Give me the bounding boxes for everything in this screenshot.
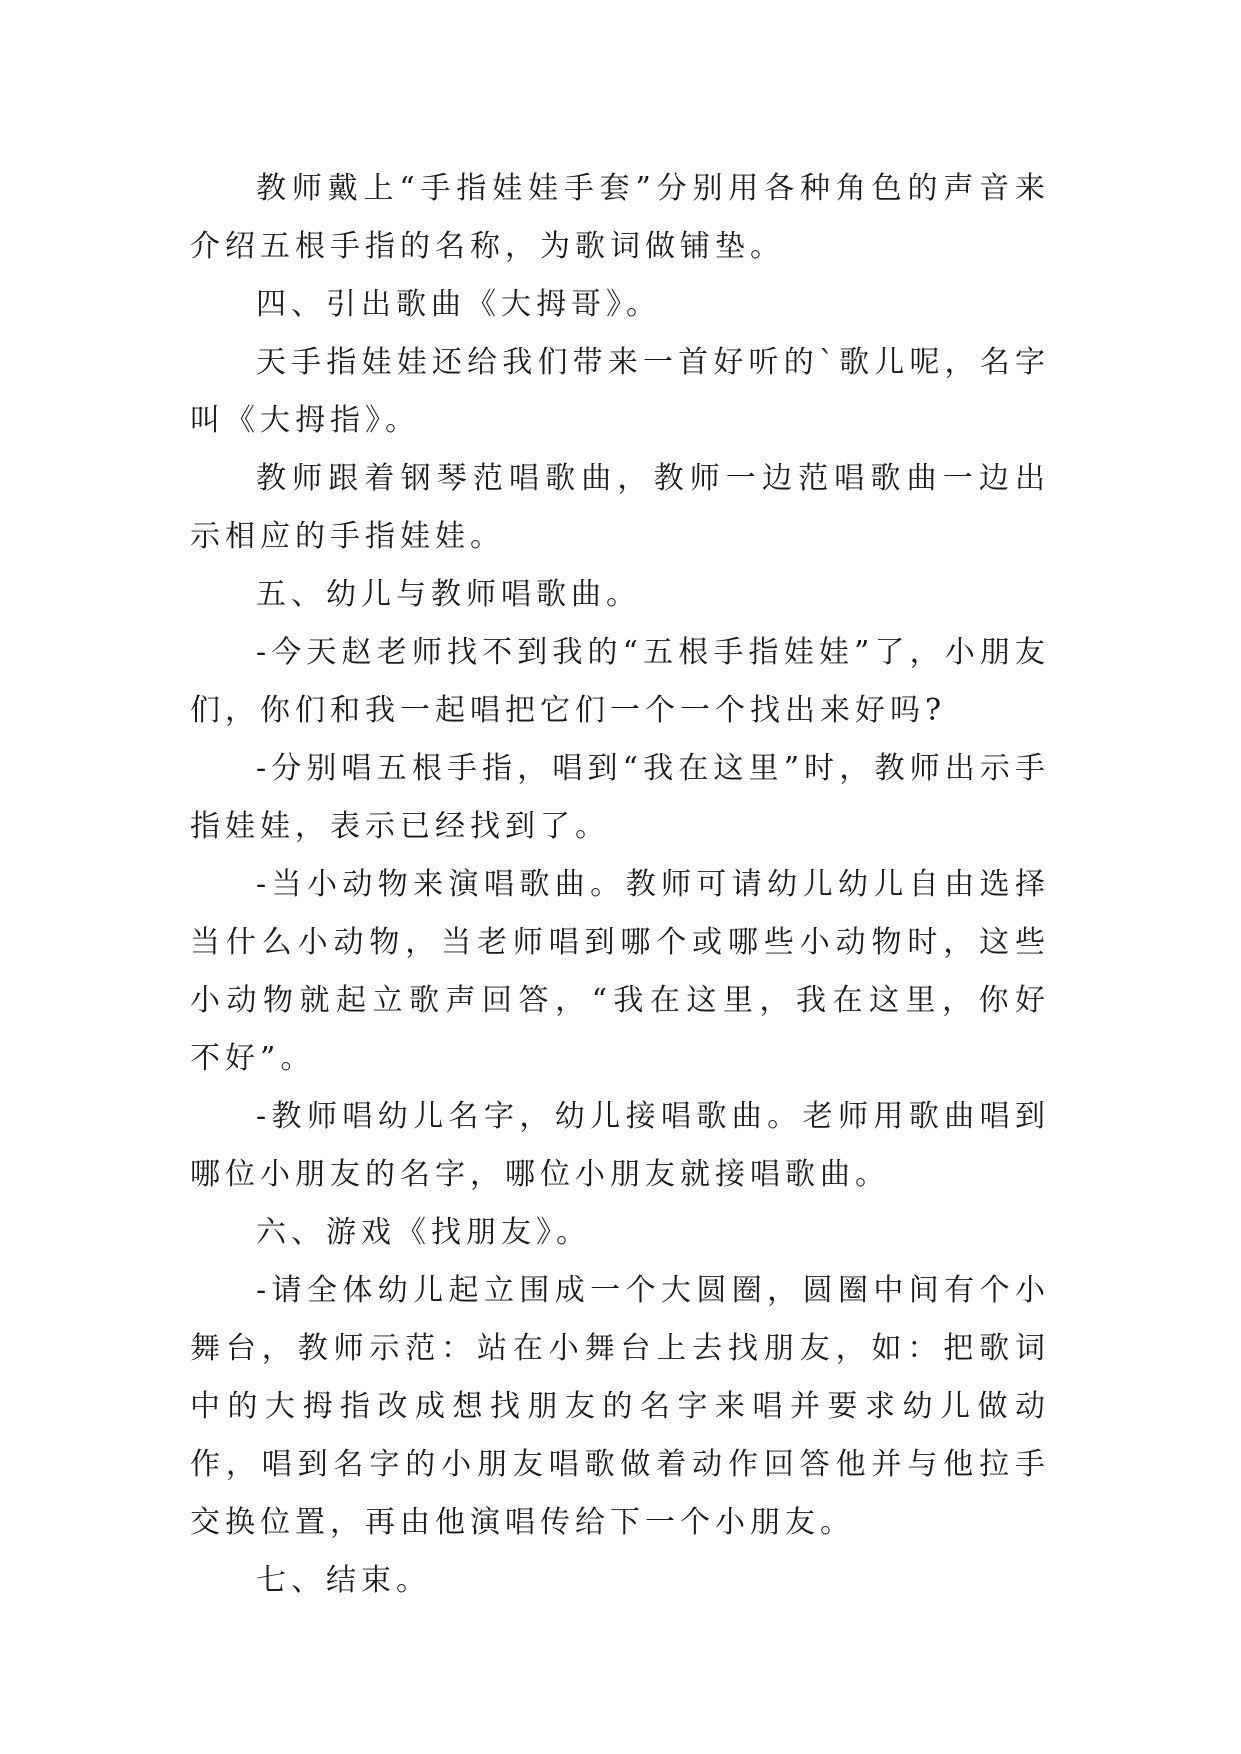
section-heading-5: 五、幼儿与教师唱歌曲。 (256, 577, 641, 612)
paragraph-find-friends-game: -请全体幼儿起立围成一个大圆圈，圆圈中间有个小舞台，教师示范：站在小舞台上去找朋友，如：把歌词中的大拇指改成想找朋友的名字来唱并要求幼儿做动作，唱到名字的小朋友唱歌做着动作回答他并与他拉手交换位置，再由他演唱传给下一个小朋友。 (190, 1273, 1050, 1540)
section-heading-6: 六、游戏《找朋友》。 (256, 1215, 591, 1250)
document-body (190, 160, 1050, 1610)
paragraph-sing-five-fingers: -分别唱五根手指，唱到“我在这里”时，教师出示手指娃娃，表示已经找到了。 (190, 751, 1050, 844)
paragraph-piano-demo: 教师跟着钢琴范唱歌曲，教师一边范唱歌曲一边出示相应的手指娃娃。 (190, 461, 1050, 554)
section-heading-4: 四、引出歌曲《大拇哥》。 (256, 287, 661, 322)
paragraph-find-fingers: -今天赵老师找不到我的“五根手指娃娃”了，小朋友们，你们和我一起唱把它们一个一个找出来好吗? (190, 635, 1050, 728)
paragraph-song-intro: 天手指娃娃还给我们带来一首好听的`歌儿呢，名字叫《大拇指》。 (190, 345, 1050, 438)
section-heading-7: 七、结束。 (256, 1563, 431, 1598)
paragraph-finger-puppet-intro: 教师戴上“手指娃娃手套”分别用各种角色的声音来介绍五根手指的名称，为歌词做铺垫。 (190, 171, 1050, 264)
paragraph-name-singing: -教师唱幼儿名字，幼儿接唱歌曲。老师用歌曲唱到哪位小朋友的名字，哪位小朋友就接唱歌曲。 (190, 1099, 1050, 1192)
paragraph-animal-singing: -当小动物来演唱歌曲。教师可请幼儿幼儿自由选择当什么小动物，当老师唱到哪个或哪些小动物时，这些小动物就起立歌声回答，“我在这里，我在这里，你好不好”。 (190, 867, 1050, 1076)
